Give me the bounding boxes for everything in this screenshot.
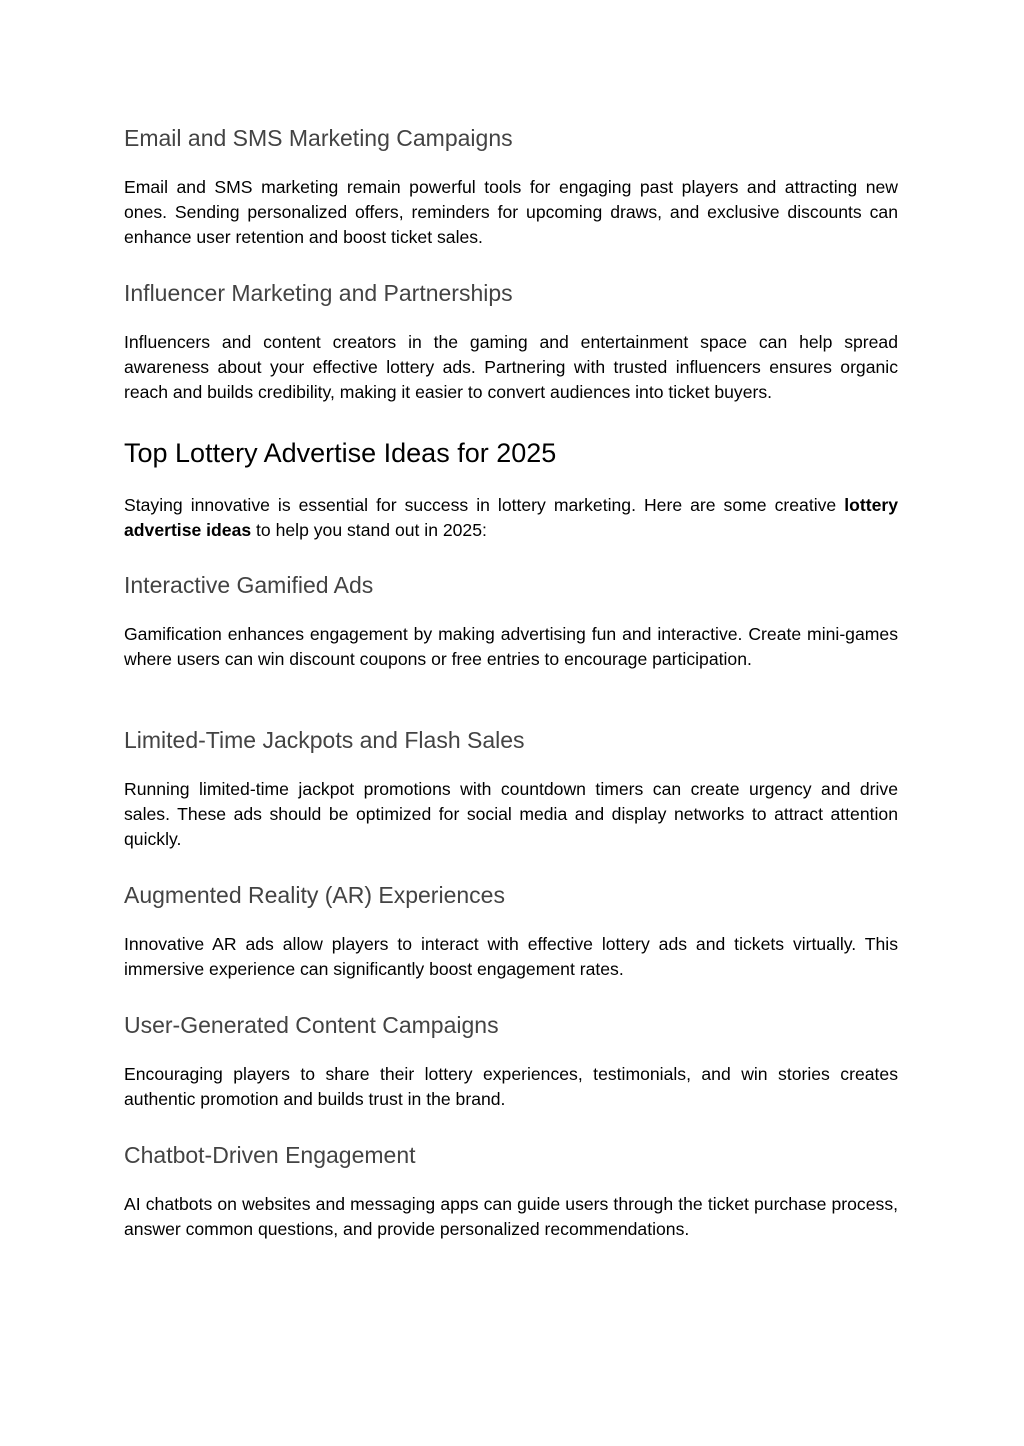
intro-text-after: to help you stand out in 2025:	[251, 520, 487, 540]
section-heading-top-ideas: Top Lottery Advertise Ideas for 2025	[124, 438, 557, 468]
section-heading-influencer: Influencer Marketing and Partnerships	[124, 280, 513, 306]
section-body-jackpots: Running limited-time jackpot promotions with countdown timers can create urgency and drive sales. These ads should be optimized for social media and display networks to attract attention quickly.	[124, 779, 898, 849]
intro-bold-keyword: lottery advertise ideas	[124, 495, 898, 540]
section-body-ar: Innovative AR ads allow players to interact with effective lottery ads and tickets virtually. This immersive experience can significantly boost engagement rates.	[124, 934, 898, 979]
section-heading-email-sms: Email and SMS Marketing Campaigns	[124, 125, 513, 151]
section-heading-ar: Augmented Reality (AR) Experiences	[124, 882, 505, 908]
section-heading-gamified: Interactive Gamified Ads	[124, 572, 374, 598]
section-heading-ugc: User-Generated Content Campaigns	[124, 1012, 499, 1038]
section-heading-jackpots: Limited-Time Jackpots and Flash Sales	[124, 727, 525, 753]
section-body-influencer: Influencers and content creators in the gaming and entertainment space can help spread awareness about your effective lottery ads. Partnering with trusted influencers ensures organic reach and builds credibility, making it easier to convert audiences into ticket buyers.	[124, 332, 898, 402]
section-body-chatbot: AI chatbots on websites and messaging apps can guide users through the ticket purchase process, answer common questions, and provide personalized recommendations.	[124, 1194, 898, 1239]
intro-text-before: Staying innovative is essential for success in lottery marketing. Here are some creative	[124, 495, 845, 515]
section-heading-chatbot: Chatbot-Driven Engagement	[124, 1142, 416, 1168]
section-body-gamified: Gamification enhances engagement by making advertising fun and interactive. Create mini-games where users can win discount coupons or free entries to encourage participation.	[124, 624, 898, 669]
section-intro-top-ideas	[124, 493, 898, 543]
section-body-ugc: Encouraging players to share their lottery experiences, testimonials, and win stories creates authentic promotion and builds trust in the brand.	[124, 1064, 898, 1109]
section-body-email-sms: Email and SMS marketing remain powerful tools for engaging past players and attracting new ones. Sending personalized offers, reminders for upcoming draws, and exclusive discounts can enhance user retention and boost ticket sales.	[124, 177, 898, 247]
